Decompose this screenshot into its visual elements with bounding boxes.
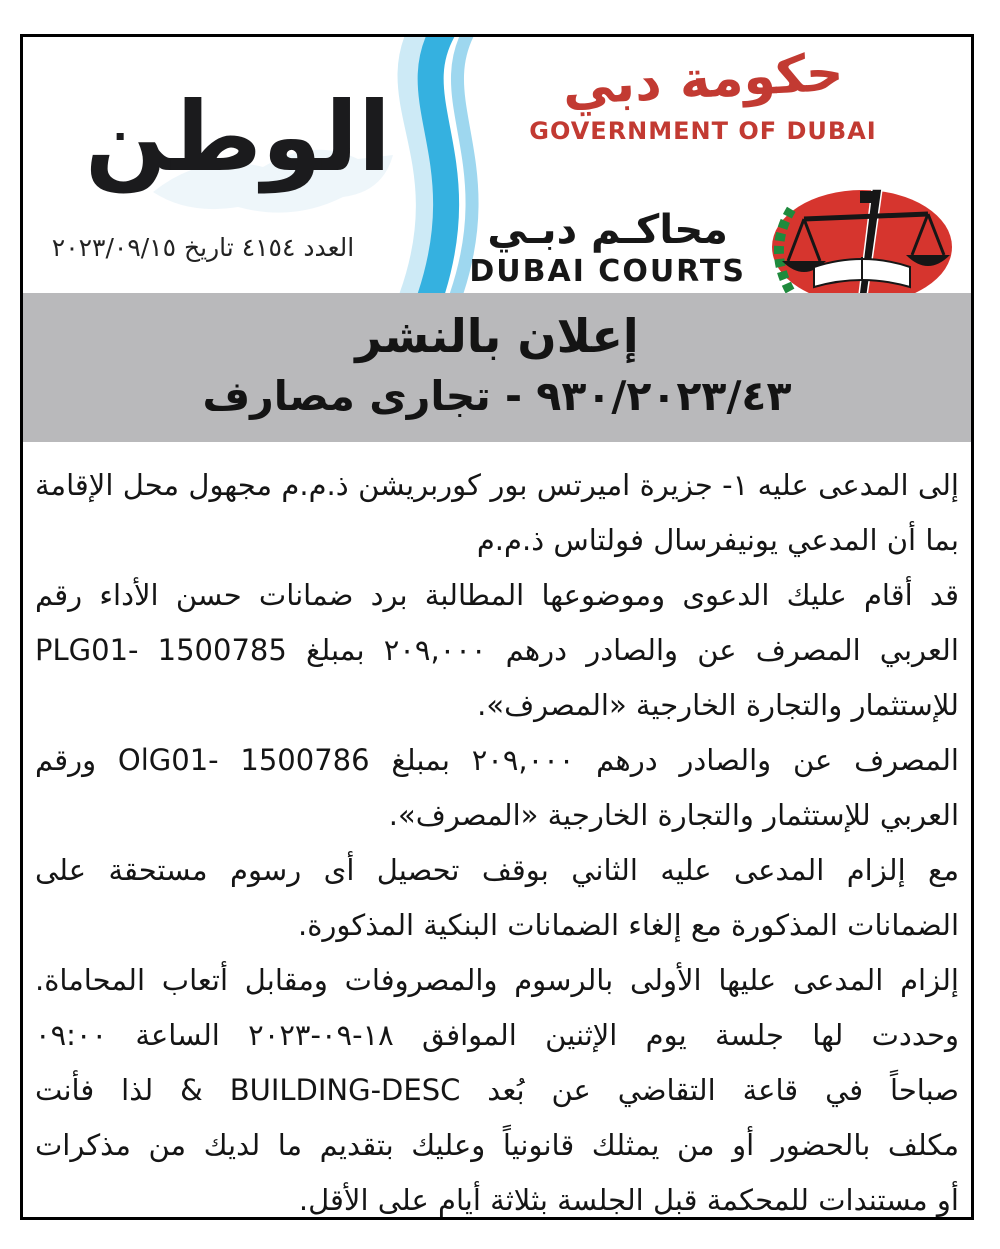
body-line: العربي للإستثمار والتجارة الخارجية «المصرف».	[388, 798, 959, 833]
government-of-dubai-logo	[528, 42, 878, 146]
body-line: إلى المدعى عليه ١- جزيرة اميرتس بور كوربريشن ذ.م.م مجهول محل الإقامة	[35, 468, 959, 503]
notice-frame	[20, 34, 974, 1220]
body-line: إلزام المدعى عليها الأولى بالرسوم والمصروفات ومقابل أتعاب المحاماة.	[35, 963, 959, 998]
body-line: صباحاً في قاعة التقاضي عن بُعد BUILDING-DESC & لذا فأنت	[35, 1073, 959, 1108]
body-line: مع إلزام المدعى عليه الثاني بوقف تحصيل أى رسوم مستحقة على	[35, 853, 959, 888]
case-number-line: ٩٣٠/٢٠٢٣/٤٣ - تجارى مصارف	[202, 371, 792, 420]
government-english-label: GOVERNMENT OF DUBAI	[529, 117, 877, 146]
government-arabic-calligraphy: حكومة دبي	[561, 42, 845, 118]
newspaper-name: الوطن	[85, 81, 391, 193]
body-line: أو مستندات للمحكمة قبل الجلسة بثلاثة أيام على الأقل.	[298, 1183, 959, 1218]
body-line: ورقم OlG01- 1500786 بمبلغ ٢٠٩,٠٠٠ درهم والصادر عن المصرف	[35, 743, 959, 778]
body-line: مكلف بالحضور أو من يمثلك قانونياً وعليك بتقديم ما لديك من مذكرات	[35, 1128, 959, 1163]
masthead	[23, 37, 971, 293]
dubai-courts-arabic: محاكـم دبـي	[487, 206, 728, 253]
body-line: قد أقام عليك الدعوى وموضوعها المطالبة برد ضمانات حسن الأداء رقم	[35, 578, 959, 613]
dubai-courts-block	[438, 187, 958, 293]
dubai-courts-emblem-icon	[760, 187, 958, 293]
notice-body	[23, 442, 971, 1228]
notice-title: إعلان بالنشر	[355, 309, 639, 363]
body-line: وحددت لها جلسة يوم الإثنين الموافق ١٨-٠٩-٢٠٢٣ الساعة ٠٩:٠٠	[35, 1018, 959, 1053]
body-line: للإستثمار والتجارة الخارجية «المصرف».	[477, 688, 959, 723]
body-line: PLG01- 1500785 بمبلغ ٢٠٩,٠٠٠ درهم والصادر عن المصرف العربي	[35, 633, 959, 668]
dubai-courts-english: DUBAI COURTS	[469, 253, 746, 289]
notice-title-band	[23, 293, 971, 442]
body-line: بما أن المدعي يونيفرسال فولتاس ذ.م.م	[476, 523, 959, 558]
dubai-courts-labels	[469, 206, 746, 289]
issue-date-line: العدد ٤١٥٤ تاريخ ٢٠٢٣/٠٩/١٥	[51, 233, 355, 262]
body-line: الضمانات المذكورة مع إلغاء الضمانات البنكية المذكورة.	[298, 908, 959, 943]
